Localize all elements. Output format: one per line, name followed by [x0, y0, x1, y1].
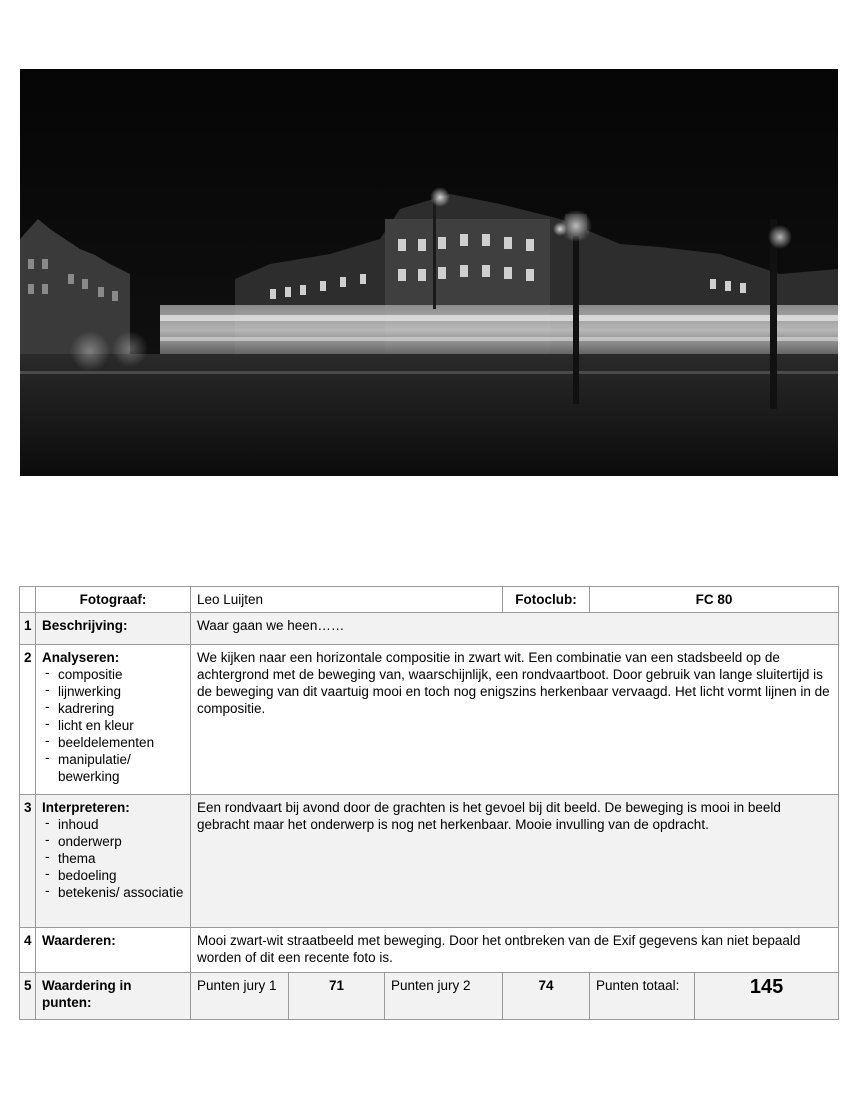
criteria-item: - inhoud [42, 816, 184, 833]
criteria-item: - beeldelementen [42, 734, 184, 751]
scores-row [20, 973, 839, 1020]
section-title: Waarderen: [36, 928, 191, 973]
criteria-item: - lijnwerking [42, 683, 184, 700]
section-text: We kijken naar een horizontale compositie in zwart wit. Een combinatie van een stadsbeeld op de achtergrond met de beweging van, waarschijnlijk, een rondvaartboot. Door gebruik van lange sluitertijd is de beweging van dit vaartuig mooi en toch nog enigszins herkenbaar vervaagd. Het licht vormt lijnen in de compositie. [191, 645, 839, 795]
jury2-score: 74 [503, 973, 590, 1020]
photographer-name: Leo Luijten [191, 587, 503, 613]
section-title-cell [36, 795, 191, 928]
photo [20, 69, 838, 476]
club-name: FC 80 [590, 587, 839, 613]
section-row-analysis [20, 645, 839, 795]
section-row-description [20, 613, 839, 645]
criteria-item: - licht en kleur [42, 717, 184, 734]
criteria-item: - thema [42, 850, 184, 867]
club-label: Fotoclub: [503, 587, 590, 613]
section-title-cell [36, 645, 191, 795]
total-cell [695, 973, 839, 1020]
section-title: Interpreteren: [42, 800, 130, 815]
total-score: 145 [749, 976, 784, 998]
section-title: Analyseren: [42, 650, 120, 665]
total-label: Punten totaal: [590, 973, 695, 1020]
criteria-item: - compositie [42, 666, 184, 683]
section-text: Waar gaan we heen…… [191, 613, 839, 645]
section-number: 3 [20, 795, 36, 928]
night-city-photo [20, 69, 838, 476]
criteria-list [42, 666, 184, 785]
criteria-item: - betekenis/ associatie [42, 884, 184, 901]
criteria-item: - bedoeling [42, 867, 184, 884]
section-text: Mooi zwart-wit straatbeeld met beweging. Door het ontbreken van de Exif gegevens kan niet bepaald worden of dit een recente foto is. [191, 928, 839, 973]
section-number: 2 [20, 645, 36, 795]
jury2-label: Punten jury 2 [385, 973, 503, 1020]
photographer-label: Fotograaf: [36, 587, 191, 613]
section-number: 4 [20, 928, 36, 973]
criteria-item: - kadrering [42, 700, 184, 717]
section-row-valuation [20, 928, 839, 973]
header-blank-cell [20, 587, 36, 613]
jury1-label: Punten jury 1 [191, 973, 289, 1020]
section-row-interpretation [20, 795, 839, 928]
section-text: Een rondvaart bij avond door de grachten is het gevoel bij dit beeld. De beweging is mooi in beeld gebracht maar het onderwerp is nog net herkenbaar. Mooie invulling van de opdracht. [191, 795, 839, 928]
section-number: 5 [20, 973, 36, 1020]
section-number: 1 [20, 613, 36, 645]
criteria-item: - manipulatie/ bewerking [42, 751, 184, 785]
header-row [20, 587, 839, 613]
criteria-list [42, 816, 184, 901]
section-title: Beschrijving: [36, 613, 191, 645]
section-title: Waardering in punten: [36, 973, 191, 1020]
criteria-item: - onderwerp [42, 833, 184, 850]
evaluation-table [19, 586, 839, 1020]
jury1-score: 71 [289, 973, 385, 1020]
